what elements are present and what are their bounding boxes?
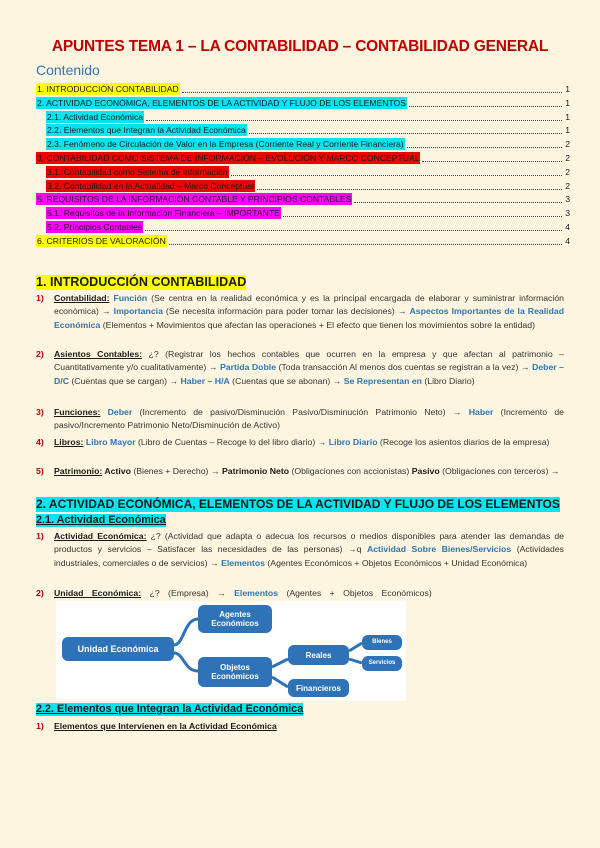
toc-entry-label[interactable]: 3. CONTABILIDAD COMO SISTEMA DE INFORMACIÓN – EVOLUCIÓN Y MARCO CONCEPTUAL: [37, 153, 420, 163]
list-item: 1) Actividad Económica: ¿? (Actividad que adapta o adecua los recursos o medios disponibles para atender las demandas de productos y servicios – Satisfacer las necesidades de las personas) →q Actividad Sobre Bienes/Servicios (Actividades industriales, comerciales o de servicios) → Elementos (Agentes Económicos + Objetos Económicos + Unidad Económica): [36, 531, 565, 568]
economic-unit-diagram: [56, 601, 406, 701]
node-reales: Reales: [288, 645, 349, 665]
toc-entry-label[interactable]: 1. INTRODUCCIÓN CONTABILIDAD: [37, 84, 179, 94]
toc-leader-dots: [145, 221, 562, 231]
toc-leader-dots: [407, 138, 562, 148]
toc-entry-label[interactable]: 5.1. Requisitos de la Información Financiera – IMPORTANTE: [47, 208, 280, 219]
toc-entry-label[interactable]: 5. REQUISITOS DE LA INFORMACIÓN CONTABLE Y PRINCIPIOS CONTABLES: [37, 194, 352, 205]
node-financieros: Financieros: [288, 679, 349, 697]
toc-entry-label[interactable]: 2.3. Fenómeno de Circulación de Valor en la Empresa (Corriente Real y Corriente Financiera): [47, 139, 404, 150]
toc-page-number: 4: [565, 235, 570, 246]
list-item: 1) Elementos que Intervienen en la Actividad Económica: [36, 721, 277, 731]
toc-leader-dots: [231, 166, 562, 176]
node-agentes: Agentes Económicos: [198, 605, 272, 633]
toc-entry-label[interactable]: 5.2. Principios Contables: [47, 222, 143, 232]
document-title: APUNTES TEMA 1 – LA CONTABILIDAD – CONTABILIDAD GENERAL: [51, 38, 549, 55]
toc-leader-dots: [249, 124, 562, 134]
node-objetos: Objetos Económicos: [198, 657, 272, 687]
toc-entry-label[interactable]: 2.1. Actividad Económica: [47, 111, 144, 122]
toc-entry-label[interactable]: 2.2. Elementos que Integran la Actividad Económica: [47, 125, 246, 136]
list-item: 3) Funciones: Deber (Incremento de pasivo/Disminución Pasivo/Disminución Patrimonio Neto) → Haber (Incremento de pasivo/Incremento Patrimonio Neto/Disminución de Activo): [36, 407, 564, 431]
toc-entry[interactable]: [36, 124, 570, 136]
node-servicios: Servicios: [362, 656, 402, 671]
toc-page-number: 4: [565, 222, 570, 232]
node-unidad: Unidad Económica: [62, 637, 174, 661]
toc-entry[interactable]: [36, 235, 570, 247]
subsection-heading-2-1: 2.1. Actividad Económica: [36, 514, 166, 526]
toc-entry[interactable]: [36, 111, 570, 123]
section-heading-1: 1. INTRODUCCIÓN CONTABILIDAD: [36, 275, 247, 289]
toc-entry[interactable]: [36, 180, 570, 192]
toc-leader-dots: [257, 180, 562, 190]
toc-leader-dots: [409, 97, 562, 107]
toc-leader-dots: [422, 152, 562, 162]
toc-leader-dots: [283, 207, 562, 217]
toc-entry[interactable]: [36, 207, 570, 219]
toc-leader-dots: [182, 83, 562, 93]
toc-leader-dots: [146, 111, 562, 121]
toc-page-number: 2: [565, 153, 570, 163]
list-item: 2) Asientos Contables: ¿? (Registrar los hechos contables que ocurren en la empresa y que afectan al patrimonio – Cuantitativamente y/o cualitativamente) → Partida Doble (Toda transacción Al menos dos cuentas se registran a la vez) → Deber – D/C (Cuentas que se cargan) → Haber – H/A (Cuentas que se abonan) → Se Representan en (Libro Diario): [36, 349, 565, 386]
toc-entry-label[interactable]: 2. ACTIVIDAD ECONÓMICA, ELEMENTOS DE LA ACTIVIDAD Y FLUJO DE LOS ELEMENTOS: [37, 97, 406, 108]
toc-leader-dots: [169, 235, 562, 245]
node-bienes: Bienes: [362, 635, 402, 650]
toc-page-number: 2: [565, 139, 570, 150]
toc-entry[interactable]: [36, 166, 570, 178]
toc-page-number: 1: [565, 111, 570, 122]
toc-entry-label[interactable]: 3.2. Contabilidad en la Actualidad – Marco Conceptual: [47, 180, 254, 191]
list-item: 5) Patrimonio: Activo (Bienes + Derecho) → Patrimonio Neto (Obligaciones con accionistas) Pasivo (Obligaciones con terceros) →: [36, 466, 560, 476]
toc-entry-label[interactable]: 6. CRITERIOS DE VALORACIÓN: [37, 235, 166, 246]
toc-entry[interactable]: [36, 193, 570, 205]
section-heading-2: 2. ACTIVIDAD ECONÓMICA, ELEMENTOS DE LA ACTIVIDAD Y FLUJO DE LOS ELEMENTOS: [36, 497, 560, 511]
toc-entry[interactable]: [36, 138, 570, 150]
toc-page-number: 3: [565, 208, 570, 219]
list-item: 1) Contabilidad: Función (Se centra en la realidad económica y es la principal encargada de elaborar y suministrar información económica) → Importancia (Se necesita información para poder tomar las decisiones) → Aspectos Importantes de la Realidad Económica (Elementos + Movimientos que afectan las operaciones + El efecto que tienen los movimientos sobre la entidad): [36, 293, 565, 330]
toc-page-number: 2: [565, 166, 570, 177]
toc-entry[interactable]: [36, 221, 570, 233]
subsection-heading-2-2: 2.2. Elementos que Integran la Actividad Económica: [36, 703, 304, 715]
toc-page-number: 1: [565, 84, 570, 94]
toc-page-number: 1: [565, 97, 570, 108]
toc-page-number: 2: [565, 180, 570, 191]
toc-page-number: 1: [565, 125, 570, 136]
toc-leader-dots: [354, 193, 562, 203]
toc-entry[interactable]: [36, 83, 570, 95]
contents-heading: Contenido: [36, 62, 100, 78]
toc-page-number: 3: [565, 194, 570, 205]
toc-entry-label[interactable]: 3.1. Contabilidad como Sistema de Información: [47, 166, 228, 177]
toc-entry[interactable]: [36, 97, 570, 109]
toc-entry[interactable]: [36, 152, 570, 164]
list-item: 4) Libros: Libro Mayor (Libro de Cuentas – Recoge lo del libro diario) → Libro Diario (Recoge los asientos diarios de la empresa): [36, 437, 550, 447]
list-item: 2) Unidad Económica: ¿? (Empresa) → Elementos (Agentes + Objetos Económicos): [36, 588, 432, 598]
